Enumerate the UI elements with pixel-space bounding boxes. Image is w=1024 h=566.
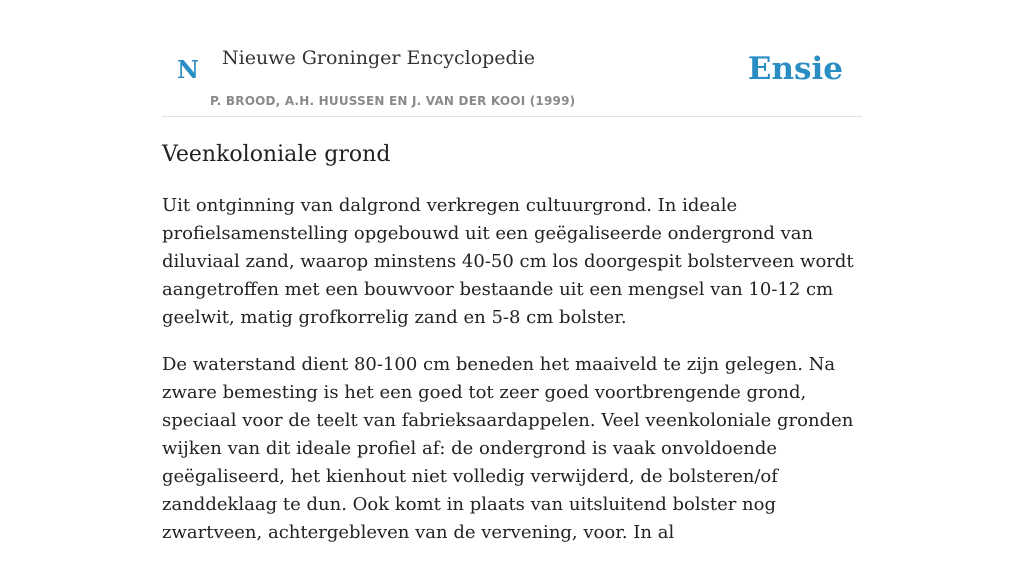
ensie-logo-link[interactable]: Ensie [747,51,843,87]
article-paragraph: Uit ontginning van dalgrond verkregen cultuurgrond. In ideale profielsamenstelling opgebouwd uit een geëgaliseerde ondergrond van diluviaal zand, waarop minstens 40-50 cm los doorgespit bolsterveen wordt aangetroffen met een bouwvoor bestaande uit een mengsel van 10-12 cm geelwit, matig grofkorrelig zand en 5-8 cm bolster. [162,195,854,328]
book-authors: P. BROOD, A.H. HUUSSEN EN J. VAN DER KOOI (1999) [210,94,576,108]
header [162,0,862,117]
book-title-link[interactable]: Nieuwe Groninger Encyclopedie [222,47,536,69]
book-logo-icon[interactable]: N [177,55,199,84]
article-title: Veenkoloniale grond [162,142,391,167]
article-paragraph: De waterstand dient 80-100 cm beneden het maaiveld te zijn gelegen. Na zware bemesting is het een goed tot zeer goed voortbrengende grond, speciaal voor de teelt van fabrieksaardappelen. Veel veenkoloniale gronden wijken van dit ideale profiel af: de ondergrond is vaak onvoldoende geëgaliseerd, het kienhout niet volledig verwijderd, de bolsteren/of zanddeklaag te dun. Ook komt in plaats van uitsluitend bolster nog zwartveen, achtergebleven van de vervening, voor. In al [162,354,854,543]
article-body [162,192,862,566]
